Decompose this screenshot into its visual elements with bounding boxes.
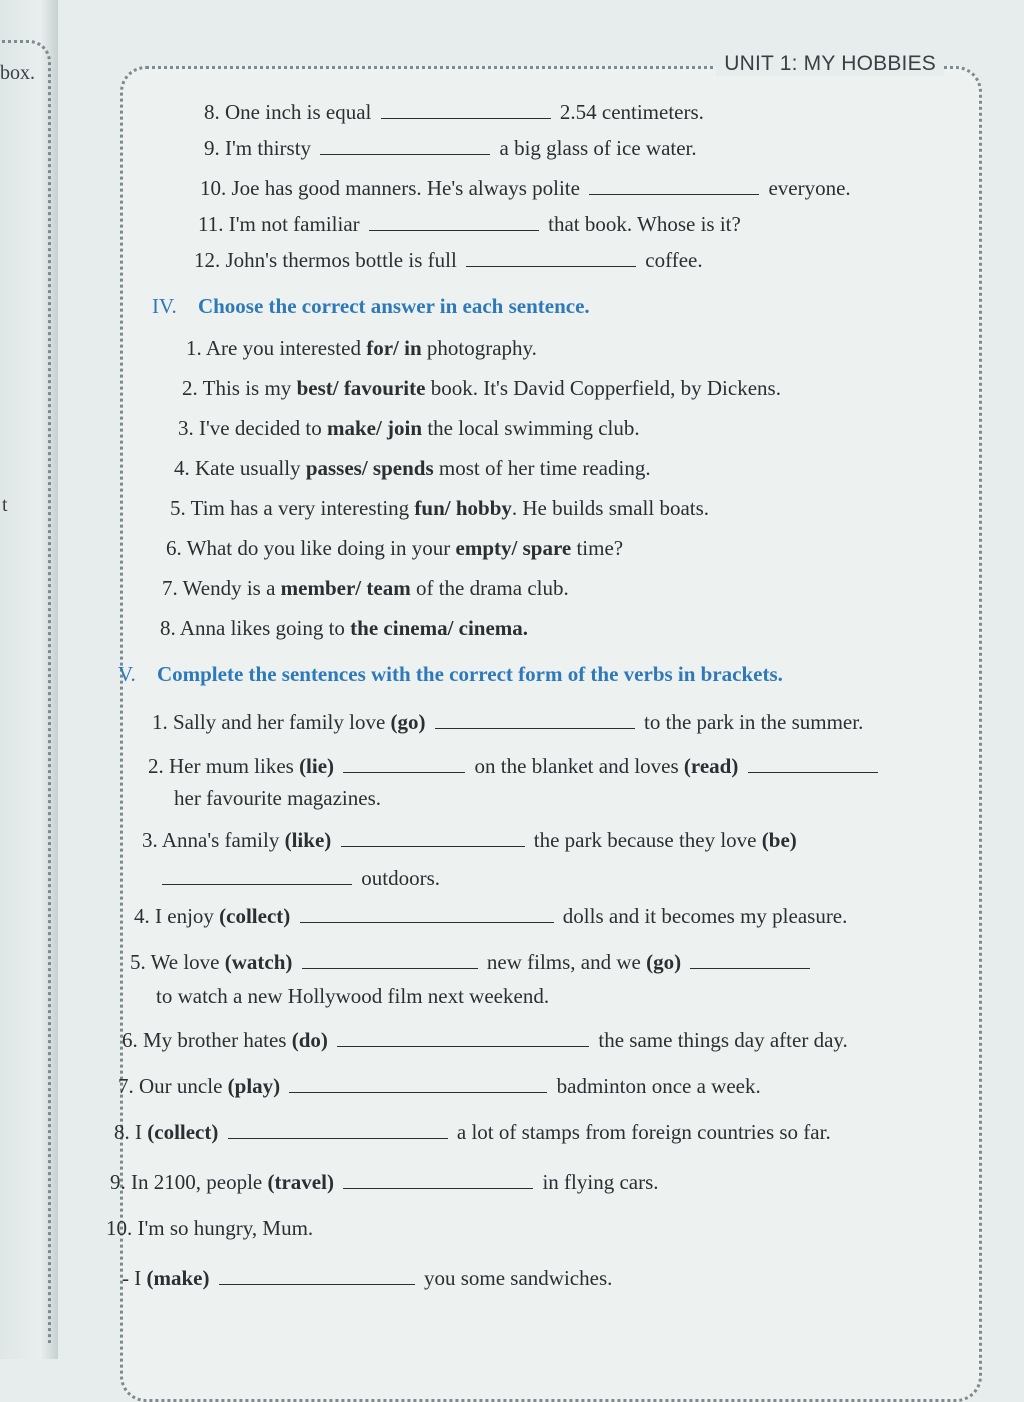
item-text: badminton once a week. (556, 1074, 761, 1098)
item-text: on the blanket and loves (474, 754, 684, 778)
item-number: 8. (204, 100, 220, 124)
exercise-item (130, 950, 814, 975)
answer-blank[interactable] (748, 758, 878, 773)
item-number: 3. (178, 416, 194, 440)
answer-blank[interactable] (300, 908, 554, 923)
item-text: Anna's family (161, 828, 285, 852)
item-text: I'm so hungry, Mum. (137, 1216, 314, 1240)
item-number: 1. (186, 336, 202, 360)
section-title: Complete the sentences with the correct form of the verbs in brackets. (156, 662, 783, 686)
item-text: Tim has a very interesting (190, 496, 415, 520)
verb-prompt: (do) (291, 1028, 328, 1052)
item-number: 4. (174, 456, 190, 480)
item-number: 6. (122, 1028, 138, 1052)
item-number: 8. (160, 616, 176, 640)
exercise-item (198, 212, 741, 237)
verb-prompt: (go) (390, 710, 426, 734)
item-text: I (135, 1120, 148, 1144)
item-text: Our uncle (139, 1074, 228, 1098)
exercise-item (170, 496, 709, 521)
item-number: 9. (204, 136, 220, 160)
item-number: 1. (152, 710, 168, 734)
answer-options[interactable]: empty/ spare (455, 536, 572, 560)
exercise-item (186, 336, 537, 361)
answer-blank[interactable] (466, 252, 636, 267)
verb-prompt: (watch) (224, 950, 293, 974)
item-text: coffee. (645, 248, 703, 272)
exercise-item (110, 1170, 659, 1195)
item-text: Wendy is a (182, 576, 281, 600)
answer-blank[interactable] (343, 1174, 533, 1189)
item-text: In 2100, people (131, 1170, 268, 1194)
item-text: new films, and we (486, 950, 647, 974)
item-text: This is my (202, 376, 297, 400)
item-text: to the park in the summer. (644, 710, 864, 734)
exercise-item (122, 1028, 848, 1053)
item-number: 3. (142, 828, 158, 852)
item-text: What do you like doing in your (186, 536, 456, 560)
answer-blank[interactable] (302, 954, 478, 969)
item-text: I'm not familiar (228, 212, 360, 236)
item-text: a lot of stamps from foreign countries so far. (456, 1120, 831, 1144)
item-number: 9. (110, 1170, 126, 1194)
item-text: the park because they love (533, 828, 762, 852)
item-text: outdoors. (361, 866, 440, 890)
answer-options[interactable]: passes/ spends (305, 456, 434, 480)
answer-blank[interactable] (435, 714, 635, 729)
answer-blank[interactable] (162, 870, 352, 885)
exercise-item (114, 1120, 831, 1145)
item-text: . He builds small boats. (511, 496, 710, 520)
exercise-item (134, 904, 847, 929)
item-text: the same things day after day. (598, 1028, 848, 1052)
item-number: 5. (130, 950, 146, 974)
adjacent-page-fragment: box. (0, 62, 35, 84)
exercise-item (160, 616, 528, 641)
answer-options[interactable]: best/ favourite (296, 376, 426, 400)
item-text: We love (150, 950, 225, 974)
section-title: Choose the correct answer in each sentence. (197, 294, 590, 318)
item-text: dolls and it becomes my pleasure. (562, 904, 848, 928)
exercise-item-continuation (162, 866, 440, 891)
answer-blank[interactable] (341, 832, 525, 847)
verb-prompt: (play) (227, 1074, 281, 1098)
exercise-item (178, 416, 640, 441)
item-number: 10. (106, 1216, 133, 1240)
item-text: of the drama club. (410, 576, 569, 600)
verb-prompt: (like) (284, 828, 332, 852)
item-text: One inch is equal (225, 100, 372, 124)
section-number: IV. (152, 294, 177, 318)
item-text: Joe has good manners. He's always polite (231, 176, 580, 200)
answer-blank[interactable] (228, 1124, 448, 1139)
section-heading (152, 294, 590, 319)
answer-options[interactable]: the cinema/ cinema. (350, 616, 529, 640)
item-text: I've decided to (199, 416, 327, 440)
item-number: 7. (118, 1074, 134, 1098)
item-number: 12. (194, 248, 221, 272)
section-number: V. (118, 662, 136, 686)
exercise-item (194, 248, 703, 273)
answer-blank[interactable] (219, 1270, 415, 1285)
unit-title: UNIT 1: MY HOBBIES (716, 52, 944, 76)
answer-blank[interactable] (369, 216, 539, 231)
verb-prompt: (make) (146, 1266, 210, 1290)
item-text: most of her time reading. (433, 456, 651, 480)
item-text: that book. Whose is it? (548, 212, 741, 236)
exercise-item (106, 1216, 313, 1241)
item-text: time? (571, 536, 624, 560)
exercise-item-continuation (174, 786, 381, 811)
item-text: Anna likes going to (179, 616, 351, 640)
answer-blank[interactable] (381, 104, 551, 119)
item-number: 5. (170, 496, 186, 520)
exercise-item (142, 828, 797, 853)
answer-blank[interactable] (589, 180, 759, 195)
item-text: her favourite magazines. (174, 786, 381, 810)
item-text: to watch a new Hollywood film next weekend. (156, 984, 550, 1008)
exercise-item (174, 456, 651, 481)
item-text: - I (122, 1266, 147, 1290)
exercise-item-continuation (156, 984, 549, 1009)
item-text: the local swimming club. (422, 416, 640, 440)
answer-blank[interactable] (343, 758, 465, 773)
answer-blank[interactable] (320, 140, 490, 155)
verb-prompt: (collect) (147, 1120, 219, 1144)
answer-blank[interactable] (337, 1032, 589, 1047)
exercise-item (162, 576, 569, 601)
item-number: 2. (182, 376, 198, 400)
item-text: Her mum likes (169, 754, 300, 778)
item-text: in flying cars. (542, 1170, 659, 1194)
answer-blank[interactable] (690, 954, 810, 969)
exercise-item (204, 100, 704, 125)
verb-prompt: (read) (683, 754, 739, 778)
adjacent-page-fragment: t (2, 494, 8, 516)
verb-prompt: (go) (646, 950, 682, 974)
verb-prompt: (be) (761, 828, 797, 852)
item-text: Sally and her family love (173, 710, 391, 734)
item-text: My brother hates (143, 1028, 292, 1052)
item-number: 10. (200, 176, 227, 200)
exercise-item-continuation (122, 1266, 612, 1291)
answer-options[interactable]: fun/ hobby (414, 496, 512, 520)
item-text: Are you interested (205, 336, 367, 360)
item-text: photography. (421, 336, 537, 360)
item-number: 8. (114, 1120, 130, 1144)
item-text: I'm thirsty (225, 136, 312, 160)
exercise-item (166, 536, 623, 561)
item-text: I enjoy (155, 904, 220, 928)
answer-options[interactable]: member/ team (280, 576, 411, 600)
item-number: 4. (134, 904, 150, 928)
item-text: a big glass of ice water. (499, 136, 697, 160)
section-heading (118, 662, 783, 687)
exercise-item (200, 176, 851, 201)
item-number: 6. (166, 536, 182, 560)
verb-prompt: (travel) (267, 1170, 334, 1194)
exercise-item (118, 1074, 761, 1099)
exercise-item (182, 376, 781, 401)
exercise-item (148, 754, 882, 779)
item-number: 7. (162, 576, 178, 600)
exercise-item (152, 710, 863, 735)
item-number: 2. (148, 754, 164, 778)
exercise-item (204, 136, 697, 161)
item-text: everyone. (768, 176, 851, 200)
item-text: 2.54 centimeters. (559, 100, 704, 124)
verb-prompt: (lie) (299, 754, 335, 778)
answer-options[interactable]: for/ in (366, 336, 422, 360)
answer-options[interactable]: make/ join (326, 416, 423, 440)
verb-prompt: (collect) (219, 904, 291, 928)
item-text: book. It's David Copperfield, by Dickens. (425, 376, 781, 400)
item-number: 11. (198, 212, 224, 236)
item-text: John's thermos bottle is full (225, 248, 457, 272)
item-text: Kate usually (195, 456, 306, 480)
answer-blank[interactable] (289, 1078, 547, 1093)
item-text: you some sandwiches. (423, 1266, 613, 1290)
